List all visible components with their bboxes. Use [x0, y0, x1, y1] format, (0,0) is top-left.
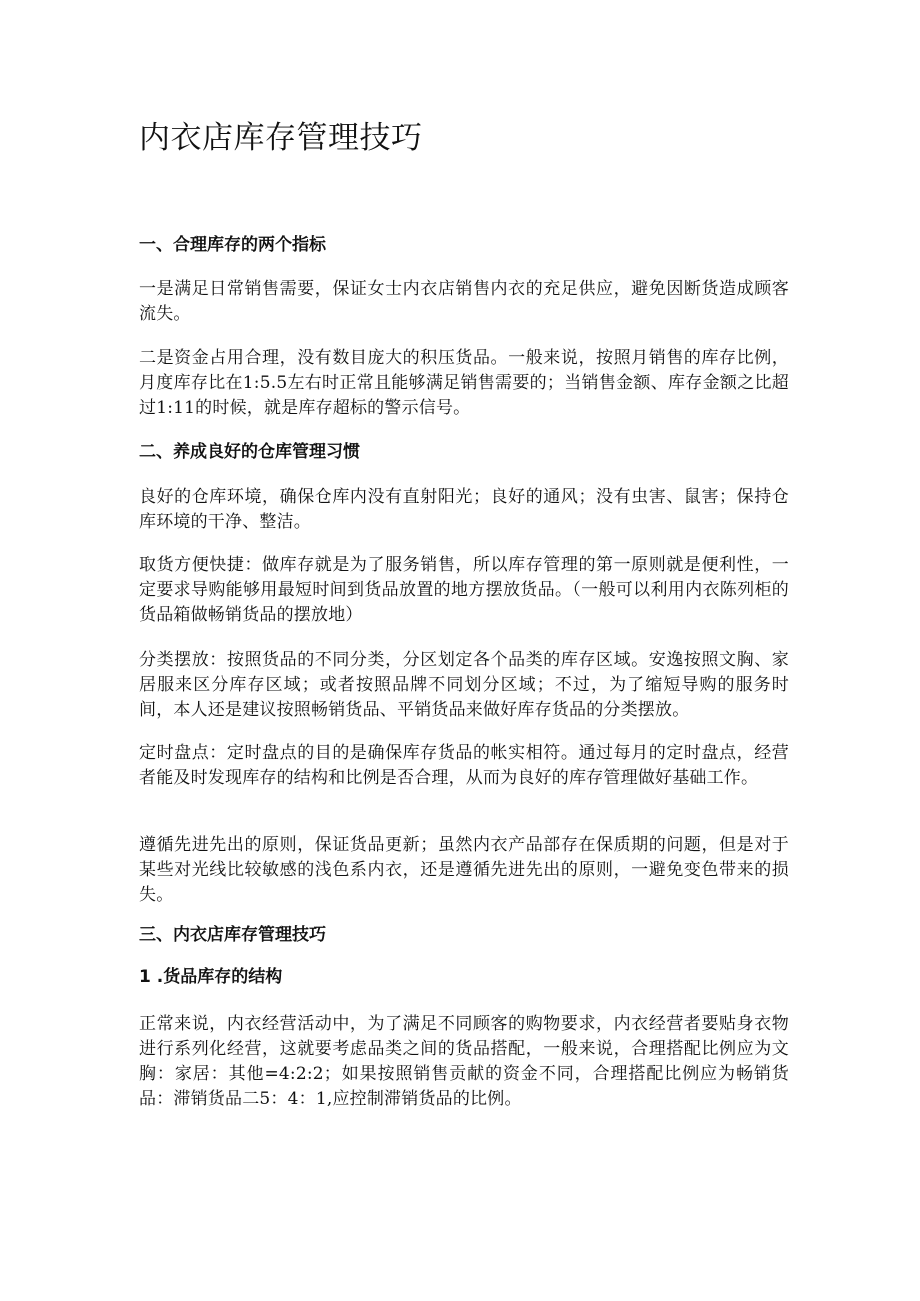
paragraph-2-5: 遵循先进先出的原则，保证货品更新；虽然内衣产品部存在保质期的问题，但是对于某些对光线比较敏感的浅色系内衣，还是遵循先进先出的原则，一避免变色带来的损失。: [139, 835, 789, 905]
paragraph-2-4: 定时盘点：定时盘点的目的是确保库存货品的帐实相符。通过每月的定时盘点，经营者能及时发现库存的结构和比例是否合理，从而为良好的库存管理做好基础工作。: [139, 743, 789, 788]
document-title: 内衣店库存管理技巧: [139, 120, 423, 156]
paragraph-2-1: 良好的仓库环境，确保仓库内没有直射阳光；良好的通风；没有虫害、鼠害；保持仓库环境的干净、整洁。: [139, 487, 789, 532]
subsection-heading-1: 1 .货品库存的结构: [139, 967, 283, 987]
paragraph-1-1: 一是满足日常销售需要，保证女士内衣店销售内衣的充足供应，避免因断货造成顾客流失。: [139, 279, 789, 324]
paragraph-2-3: 分类摆放：按照货品的不同分类，分区划定各个品类的库存区域。安逸按照文胸、家居服来区分库存区域；或者按照品牌不同划分区域；不过，为了缩短导购的服务时间，本人还是建议按照畅销货品、平销货品来做好库存货品的分类摆放。: [139, 650, 789, 720]
section-heading-3: 三、内衣店库存管理技巧: [139, 925, 326, 945]
paragraph-2-2: 取货方便快捷：做库存就是为了服务销售，所以库存管理的第一原则就是便利性，一定要求导购能够用最短时间到货品放置的地方摆放货品。（一般可以利用内衣陈列柜的货品箱做畅销货品的摆放地）: [139, 555, 789, 625]
section-heading-2: 二、养成良好的仓库管理习惯: [139, 442, 360, 462]
paragraph-1-2: 二是资金占用合理，没有数目庞大的积压货品。一般来说，按照月销售的库存比例，月度库存比在1:5.5左右时正常且能够满足销售需要的；当销售金额、库存金额之比超过1:11的时候，就是库存超标的警示信号。: [139, 348, 789, 418]
section-heading-1: 一、合理库存的两个指标: [139, 235, 326, 255]
paragraph-3-1: 正常来说，内衣经营活动中，为了满足不同顾客的购物要求，内衣经营者要贴身衣物进行系列化经营，这就要考虑品类之间的货品搭配，一般来说，合理搭配比例应为文胸：家居：其他=4:2:2；如果按照销售贡献的资金不同，合理搭配比例应为畅销货品：滞销货品二5：4：1,应控制滞销货品的比例。: [139, 1014, 789, 1109]
